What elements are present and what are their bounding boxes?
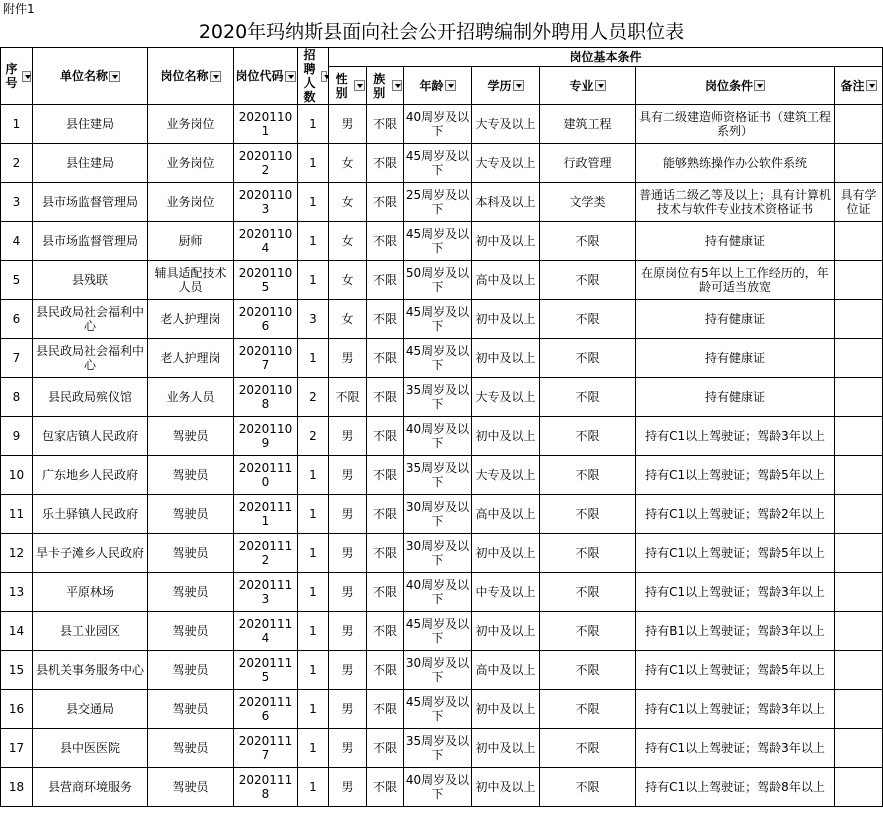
cell-major[interactable]: 不限 [540,339,636,378]
cell-gender[interactable]: 男 [329,690,367,729]
cell-ethnic[interactable]: 不限 [367,612,404,651]
cell-seq[interactable]: 17 [1,729,33,768]
cell-seq[interactable]: 13 [1,573,33,612]
table-row[interactable] [1,651,883,690]
cell-count[interactable]: 2 [298,378,329,417]
cell-major[interactable]: 不限 [540,651,636,690]
cell-remark[interactable] [835,651,883,690]
cell-count[interactable]: 1 [298,573,329,612]
cell-position[interactable]: 驾驶员 [148,534,234,573]
cell-age[interactable]: 40周岁及以下 [404,768,472,807]
cell-gender[interactable]: 男 [329,534,367,573]
table-row[interactable] [1,417,883,456]
cell-count[interactable]: 1 [298,729,329,768]
cell-major[interactable]: 行政管理 [540,144,636,183]
cell-unit[interactable]: 县市场监督管理局 [33,222,148,261]
cell-position[interactable]: 老人护理岗 [148,300,234,339]
cell-remark[interactable] [835,378,883,417]
cell-ethnic[interactable]: 不限 [367,300,404,339]
cell-conditions[interactable]: 持有C1以上驾驶证；驾龄8年以上 [636,768,835,807]
cell-conditions[interactable]: 持有C1以上驾驶证；驾龄3年以上 [636,729,835,768]
cell-education[interactable]: 初中及以上 [472,768,540,807]
cell-major[interactable]: 不限 [540,690,636,729]
cell-seq[interactable]: 7 [1,339,33,378]
cell-remark[interactable] [835,300,883,339]
cell-remark[interactable] [835,612,883,651]
cell-education[interactable]: 高中及以上 [472,495,540,534]
cell-seq[interactable]: 15 [1,651,33,690]
table-row[interactable] [1,144,883,183]
table-row[interactable] [1,339,883,378]
attachment-label: 附件1 [3,2,35,16]
cell-major[interactable]: 不限 [540,378,636,417]
cell-remark[interactable] [835,417,883,456]
cell-age[interactable]: 50周岁及以下 [404,261,472,300]
cell-gender[interactable]: 不限 [329,378,367,417]
cell-unit[interactable]: 平原林场 [33,573,148,612]
cell-remark[interactable] [835,222,883,261]
cell-age[interactable]: 45周岁及以下 [404,612,472,651]
cell-code[interactable]: 20201109 [234,417,298,456]
cell-unit[interactable]: 县工业园区 [33,612,148,651]
cell-remark[interactable] [835,690,883,729]
cell-seq[interactable]: 11 [1,495,33,534]
header-ethnic-label: 族别 [373,71,386,100]
cell-age[interactable]: 35周岁及以下 [404,729,472,768]
header-count[interactable] [298,48,329,105]
cell-seq[interactable]: 6 [1,300,33,339]
cell-count[interactable]: 1 [298,612,329,651]
cell-ethnic[interactable]: 不限 [367,183,404,222]
filter-dropdown-icon[interactable] [513,80,524,91]
header-ethnic[interactable] [367,67,404,105]
cell-code[interactable]: 20201115 [234,651,298,690]
header-major[interactable] [540,67,636,105]
cell-code[interactable]: 20201113 [234,573,298,612]
cell-education[interactable]: 大专及以上 [472,144,540,183]
table-row[interactable] [1,378,883,417]
cell-unit[interactable]: 县民政局社会福利中心 [33,300,148,339]
cell-gender[interactable]: 男 [329,768,367,807]
cell-ethnic[interactable]: 不限 [367,456,404,495]
cell-remark[interactable] [835,573,883,612]
cell-education[interactable]: 初中及以上 [472,417,540,456]
cell-conditions[interactable]: 普通话二级乙等及以上；具有计算机技术与软件专业技术资格证书 [636,183,835,222]
cell-conditions[interactable]: 具有二级建造师资格证书（建筑工程系列） [636,105,835,144]
cell-unit[interactable]: 县市场监督管理局 [33,183,148,222]
cell-age[interactable]: 40周岁及以下 [404,417,472,456]
cell-age[interactable]: 35周岁及以下 [404,456,472,495]
cell-count[interactable]: 1 [298,651,329,690]
cell-major[interactable]: 不限 [540,417,636,456]
positions-table [0,47,883,807]
cell-ethnic[interactable]: 不限 [367,729,404,768]
cell-conditions[interactable]: 持有C1以上驾驶证；驾龄5年以上 [636,534,835,573]
cell-position[interactable]: 驾驶员 [148,495,234,534]
header-conditions-label: 岗位条件 [704,78,753,93]
cell-gender[interactable]: 男 [329,456,367,495]
cell-code[interactable]: 20201101 [234,105,298,144]
cell-major[interactable]: 不限 [540,495,636,534]
cell-remark[interactable] [835,105,883,144]
cell-gender[interactable]: 女 [329,183,367,222]
cell-education[interactable]: 大专及以上 [472,456,540,495]
cell-major[interactable]: 不限 [540,261,636,300]
cell-gender[interactable]: 男 [329,651,367,690]
cell-conditions[interactable]: 持有C1以上驾驶证；驾龄3年以上 [636,573,835,612]
cell-age[interactable]: 45周岁及以下 [404,144,472,183]
cell-gender[interactable]: 男 [329,573,367,612]
cell-age[interactable]: 40周岁及以下 [404,105,472,144]
cell-conditions[interactable]: 持有健康证 [636,378,835,417]
filter-dropdown-icon[interactable] [754,80,765,91]
cell-code[interactable]: 20201117 [234,729,298,768]
cell-position[interactable]: 驾驶员 [148,690,234,729]
cell-ethnic[interactable]: 不限 [367,339,404,378]
cell-major[interactable]: 不限 [540,768,636,807]
cell-ethnic[interactable]: 不限 [367,495,404,534]
filter-dropdown-icon[interactable] [210,71,221,82]
cell-education[interactable]: 高中及以上 [472,261,540,300]
cell-age[interactable]: 30周岁及以下 [404,495,472,534]
header-seq[interactable] [1,48,33,105]
page-title: 2020年玛纳斯县面向社会公开招聘编制外聘用人员职位表 [198,21,685,43]
cell-code[interactable]: 20201118 [234,768,298,807]
table-row[interactable] [1,222,883,261]
cell-count[interactable]: 1 [298,768,329,807]
cell-conditions[interactable]: 持有C1以上驾驶证；驾龄5年以上 [636,651,835,690]
cell-count[interactable]: 2 [298,417,329,456]
table-row[interactable] [1,300,883,339]
cell-remark[interactable] [835,456,883,495]
cell-code[interactable]: 20201106 [234,300,298,339]
cell-seq[interactable]: 16 [1,690,33,729]
cell-unit[interactable]: 县交通局 [33,690,148,729]
cell-remark[interactable] [835,495,883,534]
header-major-label: 专业 [569,78,594,93]
table-row[interactable] [1,729,883,768]
header-conditions[interactable] [636,67,835,105]
header-remark[interactable] [835,67,883,105]
cell-education[interactable]: 初中及以上 [472,300,540,339]
cell-seq[interactable]: 9 [1,417,33,456]
filter-dropdown-icon[interactable] [109,71,120,82]
filter-dropdown-icon[interactable] [866,80,877,91]
cell-ethnic[interactable]: 不限 [367,261,404,300]
cell-conditions[interactable]: 持有健康证 [636,339,835,378]
cell-major[interactable]: 不限 [540,300,636,339]
filter-dropdown-icon[interactable] [285,71,296,82]
cell-remark[interactable] [835,534,883,573]
cell-conditions[interactable]: 持有C1以上驾驶证；驾龄2年以上 [636,495,835,534]
cell-position[interactable]: 驾驶员 [148,768,234,807]
cell-code[interactable]: 20201112 [234,534,298,573]
cell-unit[interactable]: 县民政局殡仪馆 [33,378,148,417]
cell-gender[interactable]: 女 [329,222,367,261]
cell-gender[interactable]: 男 [329,417,367,456]
cell-gender[interactable]: 男 [329,612,367,651]
cell-age[interactable]: 30周岁及以下 [404,651,472,690]
cell-education[interactable]: 大专及以上 [472,378,540,417]
cell-age[interactable]: 35周岁及以下 [404,378,472,417]
cell-ethnic[interactable]: 不限 [367,651,404,690]
cell-position[interactable]: 业务人员 [148,378,234,417]
cell-gender[interactable]: 女 [329,144,367,183]
cell-code[interactable]: 20201114 [234,612,298,651]
header-education-label: 学历 [487,78,512,93]
cell-major[interactable]: 不限 [540,612,636,651]
cell-seq[interactable]: 4 [1,222,33,261]
cell-count[interactable]: 1 [298,690,329,729]
cell-seq[interactable]: 2 [1,144,33,183]
cell-major[interactable]: 不限 [540,534,636,573]
cell-major[interactable]: 不限 [540,573,636,612]
cell-unit[interactable]: 县住建局 [33,144,148,183]
cell-gender[interactable]: 男 [329,495,367,534]
table-row[interactable] [1,768,883,807]
cell-gender[interactable]: 男 [329,105,367,144]
cell-age[interactable]: 45周岁及以下 [404,339,472,378]
cell-major[interactable]: 不限 [540,729,636,768]
cell-conditions[interactable]: 在原岗位有5年以上工作经历的，年龄可适当放宽 [636,261,835,300]
cell-conditions[interactable]: 持有B1以上驾驶证；驾龄3年以上 [636,612,835,651]
header-age-label: 年龄 [419,78,444,93]
cell-remark[interactable] [835,768,883,807]
header-gender-label: 性别 [335,71,348,100]
cell-ethnic[interactable]: 不限 [367,768,404,807]
header-unit-label: 单位名称 [59,69,108,83]
cell-unit[interactable]: 县营商环境服务 [33,768,148,807]
header-gender[interactable] [329,67,367,105]
cell-education[interactable]: 初中及以上 [472,612,540,651]
cell-education[interactable]: 初中及以上 [472,534,540,573]
table-row[interactable] [1,456,883,495]
cell-remark[interactable] [835,339,883,378]
cell-age[interactable]: 45周岁及以下 [404,222,472,261]
header-code[interactable] [234,48,298,105]
filter-dropdown-icon[interactable] [445,80,456,91]
filter-dropdown-icon[interactable] [595,80,606,91]
cell-position[interactable]: 辅具适配技术人员 [148,261,234,300]
cell-ethnic[interactable]: 不限 [367,222,404,261]
cell-unit[interactable]: 包家店镇人民政府 [33,417,148,456]
cell-gender[interactable]: 女 [329,300,367,339]
cell-code[interactable]: 20201102 [234,144,298,183]
cell-ethnic[interactable]: 不限 [367,144,404,183]
cell-seq[interactable]: 14 [1,612,33,651]
cell-major[interactable]: 建筑工程 [540,105,636,144]
cell-code[interactable]: 20201107 [234,339,298,378]
header-unit[interactable] [33,48,148,105]
table-row[interactable] [1,534,883,573]
cell-ethnic[interactable]: 不限 [367,573,404,612]
cell-age[interactable]: 30周岁及以下 [404,534,472,573]
table-row[interactable] [1,612,883,651]
header-education[interactable] [472,67,540,105]
cell-remark[interactable] [835,261,883,300]
cell-position[interactable]: 业务岗位 [148,144,234,183]
cell-age[interactable]: 25周岁及以下 [404,183,472,222]
cell-seq[interactable]: 1 [1,105,33,144]
cell-seq[interactable]: 8 [1,378,33,417]
table-row[interactable] [1,573,883,612]
cell-major[interactable]: 文学类 [540,183,636,222]
header-basic-conditions: 岗位基本条件 [329,48,883,67]
header-seq-label: 序号 [5,62,18,90]
cell-conditions[interactable]: 持有健康证 [636,222,835,261]
cell-count[interactable]: 1 [298,105,329,144]
cell-education[interactable]: 初中及以上 [472,690,540,729]
cell-count[interactable]: 1 [298,534,329,573]
filter-dropdown-icon[interactable] [321,71,327,82]
cell-education[interactable]: 高中及以上 [472,651,540,690]
cell-education[interactable]: 初中及以上 [472,222,540,261]
cell-position[interactable]: 驾驶员 [148,573,234,612]
cell-code[interactable]: 20201111 [234,495,298,534]
cell-count[interactable]: 3 [298,300,329,339]
cell-education[interactable]: 大专及以上 [472,105,540,144]
cell-seq[interactable]: 3 [1,183,33,222]
cell-ethnic[interactable]: 不限 [367,417,404,456]
cell-position[interactable]: 驾驶员 [148,729,234,768]
cell-unit[interactable]: 县残联 [33,261,148,300]
filter-dropdown-icon[interactable] [22,71,31,82]
cell-code[interactable]: 20201116 [234,690,298,729]
table-row[interactable] [1,495,883,534]
table-row[interactable] [1,183,883,222]
cell-count[interactable]: 1 [298,183,329,222]
cell-ethnic[interactable]: 不限 [367,690,404,729]
cell-gender[interactable]: 女 [329,261,367,300]
cell-unit[interactable]: 县住建局 [33,105,148,144]
cell-ethnic[interactable]: 不限 [367,105,404,144]
cell-conditions[interactable]: 持有C1以上驾驶证；驾龄3年以上 [636,417,835,456]
cell-ethnic[interactable]: 不限 [367,534,404,573]
filter-dropdown-icon[interactable] [392,80,402,91]
cell-ethnic[interactable]: 不限 [367,378,404,417]
cell-position[interactable]: 驾驶员 [148,456,234,495]
cell-count[interactable]: 1 [298,222,329,261]
cell-unit[interactable]: 县机关事务服务中心 [33,651,148,690]
cell-code[interactable]: 20201105 [234,261,298,300]
table-body [1,105,883,807]
cell-count[interactable]: 1 [298,339,329,378]
cell-unit[interactable]: 县民政局社会福利中心 [33,339,148,378]
cell-major[interactable]: 不限 [540,222,636,261]
cell-count[interactable]: 1 [298,261,329,300]
cell-conditions[interactable]: 能够熟练操作办公软件系统 [636,144,835,183]
cell-conditions[interactable]: 持有健康证 [636,300,835,339]
cell-position[interactable]: 业务岗位 [148,105,234,144]
cell-unit[interactable]: 广东地乡人民政府 [33,456,148,495]
cell-seq[interactable]: 5 [1,261,33,300]
header-position-label: 岗位名称 [160,69,209,83]
header-count-label: 招聘人数 [303,48,316,104]
cell-seq[interactable]: 12 [1,534,33,573]
cell-unit[interactable]: 乐土驿镇人民政府 [33,495,148,534]
cell-age[interactable]: 45周岁及以下 [404,300,472,339]
cell-count[interactable]: 1 [298,495,329,534]
cell-code[interactable]: 20201104 [234,222,298,261]
cell-position[interactable]: 业务岗位 [148,183,234,222]
cell-age[interactable]: 45周岁及以下 [404,690,472,729]
cell-code[interactable]: 20201110 [234,456,298,495]
header-position[interactable] [148,48,234,105]
cell-conditions[interactable]: 持有C1以上驾驶证；驾龄5年以上 [636,456,835,495]
table-row[interactable] [1,105,883,144]
cell-position[interactable]: 驾驶员 [148,651,234,690]
header-age[interactable] [404,67,472,105]
cell-code[interactable]: 20201108 [234,378,298,417]
cell-education[interactable]: 初中及以上 [472,339,540,378]
cell-gender[interactable]: 男 [329,729,367,768]
cell-seq[interactable]: 10 [1,456,33,495]
cell-position[interactable]: 老人护理岗 [148,339,234,378]
cell-position[interactable]: 驾驶员 [148,417,234,456]
cell-gender[interactable]: 男 [329,339,367,378]
cell-remark[interactable] [835,144,883,183]
table-row[interactable] [1,690,883,729]
cell-education[interactable]: 初中及以上 [472,729,540,768]
cell-unit[interactable]: 县中医医院 [33,729,148,768]
cell-remark[interactable] [835,729,883,768]
header-remark-label: 备注 [840,78,865,93]
cell-unit[interactable]: 旱卡子滩乡人民政府 [33,534,148,573]
cell-conditions[interactable]: 持有C1以上驾驶证；驾龄3年以上 [636,690,835,729]
cell-code[interactable]: 20201103 [234,183,298,222]
cell-major[interactable]: 不限 [540,456,636,495]
filter-dropdown-icon[interactable] [354,80,365,91]
table-row[interactable] [1,261,883,300]
cell-age[interactable]: 40周岁及以下 [404,573,472,612]
header-code-label: 岗位代码 [235,69,284,83]
cell-count[interactable]: 1 [298,456,329,495]
cell-remark[interactable]: 具有学位证 [835,183,883,222]
cell-count[interactable]: 1 [298,144,329,183]
cell-education[interactable]: 中专及以上 [472,573,540,612]
cell-position[interactable]: 厨师 [148,222,234,261]
cell-education[interactable]: 本科及以上 [472,183,540,222]
cell-position[interactable]: 驾驶员 [148,612,234,651]
cell-seq[interactable]: 18 [1,768,33,807]
